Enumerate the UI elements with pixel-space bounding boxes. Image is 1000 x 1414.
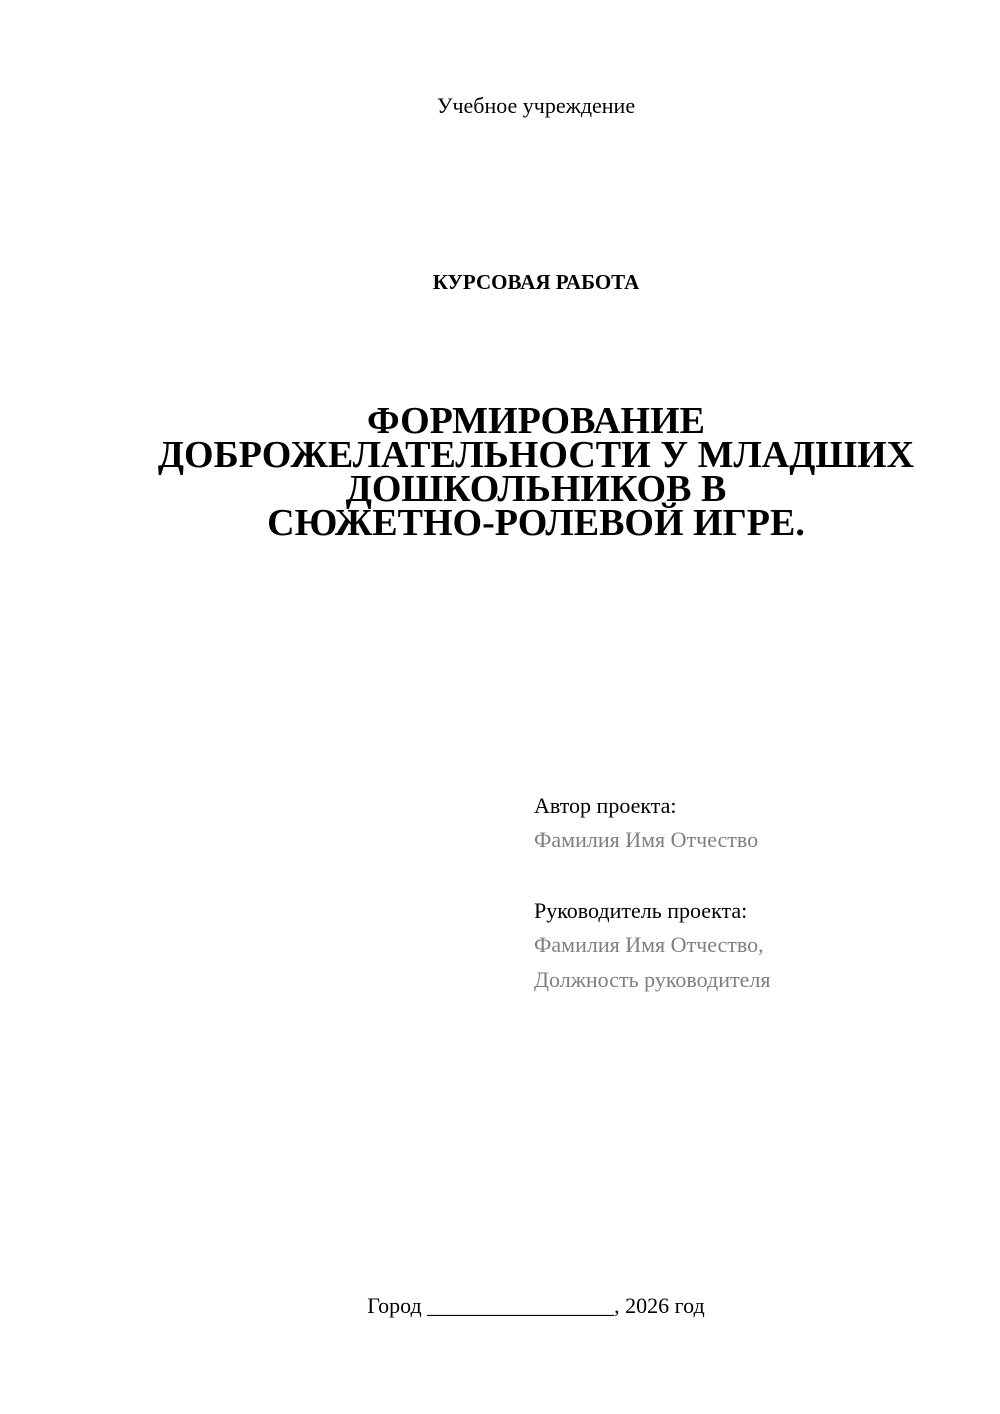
title-line: СЮЖЕТНО-РОЛЕВОЙ ИГРЕ. [267,502,805,544]
title-line: ДОБРОЖЕЛАТЕЛЬНОСТИ У МЛАДШИХ [157,434,915,476]
author-name: Фамилия Имя Отчество [534,827,759,852]
institution-name: Учебное учреждение [436,93,636,118]
supervisor-name: Фамилия Имя Отчество, [534,932,764,957]
title-line: ДОШКОЛЬНИКОВ В [345,468,727,510]
author-label: Автор проекта: [534,793,677,818]
document-title [100,400,972,544]
title-line: ФОРМИРОВАНИЕ [367,400,705,442]
supervisor-label: Руководитель проекта: [534,898,748,923]
supervisor-position: Должность руководителя [534,967,771,992]
city-year-line: Город _________________, 2026 год [367,1293,705,1318]
document-type: КУРСОВАЯ РАБОТА [432,270,640,294]
